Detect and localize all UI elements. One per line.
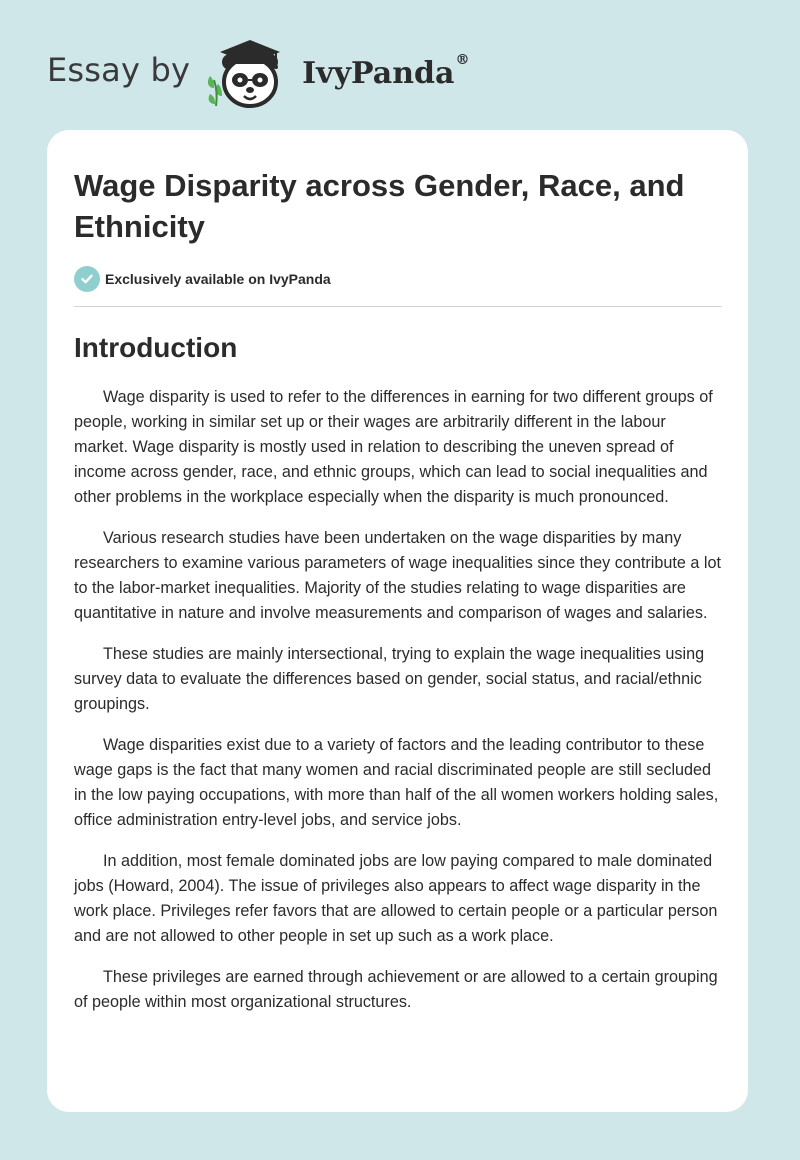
exclusive-badge: [74, 266, 722, 292]
brand-name: [302, 51, 470, 91]
brand-header[interactable]: [47, 34, 469, 114]
paragraph: These studies are mainly intersectional, trying to explain the wage inequalities using survey data to evaluate the differences based on gender, social status, and racial/ethnic groupings.: [74, 645, 705, 713]
paragraph: Wage disparities exist due to a variety of factors and the leading contributor to these wage gaps is the fact that many women and racial discriminated people are still secluded in the low paying occupations, with more than half of the all women workers holding sales, office administration entry-level jobs, and service jobs.: [74, 736, 719, 829]
paragraph: Various research studies have been undertaken on the wage disparities by many researchers to examine various parameters of wage inequalities since they contribute a lot to the labor-market inequalities. Majority of the studies relating to wage disparities are quantitative in nature and involve measurements and comparison of wages and salaries.: [74, 529, 721, 622]
essay-body: [74, 385, 722, 1015]
registered-mark: ®: [455, 51, 470, 68]
panda-graduate-logo-icon: [204, 36, 296, 112]
checkmark-icon: [74, 266, 100, 292]
brand-name-text: IvyPanda: [302, 55, 455, 91]
checkmark-glyph: [80, 272, 94, 286]
essay-card: [47, 130, 748, 1112]
section-heading-introduction: Introduction: [74, 332, 238, 363]
paragraph: In addition, most female dominated jobs are low paying compared to male dominated jobs (Howard, 2004). The issue of privileges also appears to affect wage disparity in the work place. Privileges refer favors that are allowed to certain people or a particular person and are not allowed to other people in set up such as a work place.: [74, 852, 718, 945]
page-title: Wage Disparity across Gender, Race, and Ethnicity: [74, 168, 685, 244]
paragraph: Wage disparity is used to refer to the differences in earning for two different groups of people, working in similar set up or their wages are arbitrarily different in the labour market. Wage disparity is mostly used in relation to describing the uneven spread of income across gender, race, and ethnic groups, which can lead to social inequalities and other problems in the workplace especially when the disparity is much pronounced.: [74, 388, 713, 506]
exclusive-label: Exclusively available on IvyPanda: [105, 271, 331, 287]
divider: [74, 306, 722, 307]
paragraph: These privileges are earned through achievement or are allowed to a certain grouping of people within most organizational structures.: [74, 968, 718, 1011]
brand-prefix: Essay by: [47, 51, 191, 89]
